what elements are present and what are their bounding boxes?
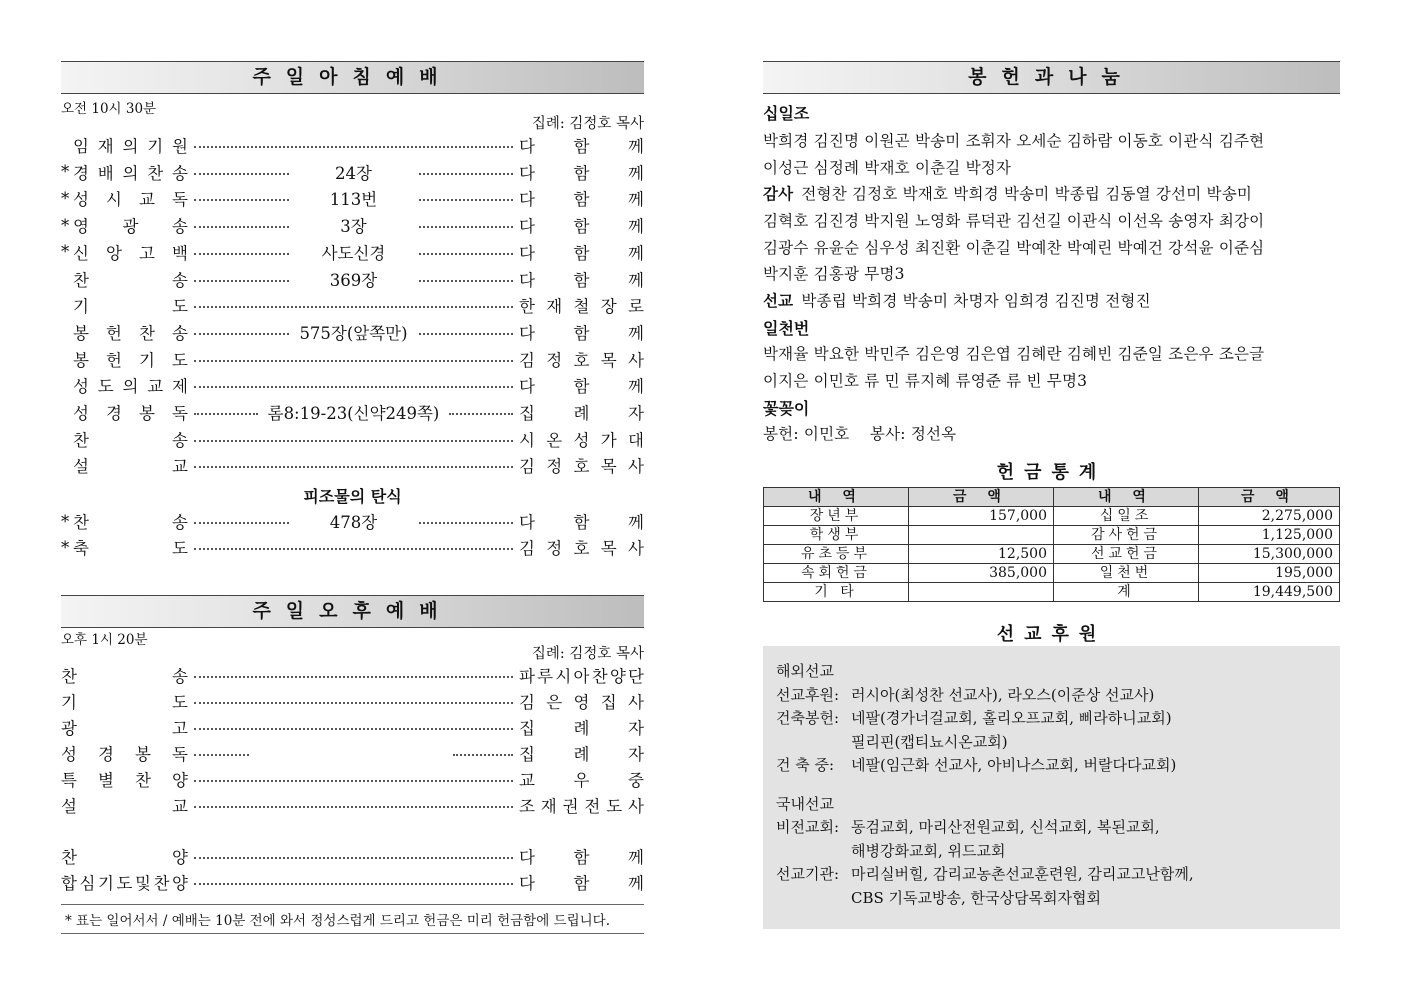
flower-line: 봉헌: 이민호 봉사: 정선옥	[763, 425, 957, 443]
leader-dots	[194, 883, 513, 885]
order-label: 찬 송	[73, 430, 188, 450]
order-label: 임 재 의 기 원	[73, 137, 188, 156]
leader-dots	[194, 280, 289, 282]
order-performer: 김 정 호 목 사	[519, 457, 644, 477]
stat-amount: 19,449,500	[1199, 583, 1340, 602]
leader-dots	[194, 333, 289, 335]
order-performer: 다 함 께	[519, 848, 644, 867]
support-category: 선교후원:	[776, 685, 840, 704]
support-line	[776, 684, 1327, 708]
support-category: 건축봉헌:	[776, 709, 840, 727]
order-label: 합 심 기 도 및 찬 양	[61, 874, 188, 893]
leader-dots	[419, 199, 514, 201]
leader-dots	[453, 754, 513, 756]
support-line: 해병강화교회, 위드교회	[851, 841, 1006, 860]
table-row	[764, 583, 1340, 602]
order-row	[61, 213, 644, 237]
order-detail: 478장	[329, 513, 378, 532]
leader-dots	[194, 702, 513, 704]
stats-title: 헌금통계	[996, 462, 1107, 483]
order-performer: 김 은 영 집 사	[519, 693, 644, 712]
stat-category: 선교헌금	[1054, 545, 1199, 564]
order-row	[61, 535, 644, 559]
afternoon-order-row	[61, 870, 644, 894]
thanks-names: 전형찬 김정호 박재호 박희경 박송미 박종립 김동열 강선미 박송미	[801, 185, 1253, 203]
leader-dots	[419, 226, 514, 228]
thousand-heading: 일천번	[763, 319, 810, 338]
order-label: 봉 헌 찬 송	[73, 323, 188, 343]
leader-dots	[449, 413, 513, 415]
order-row	[61, 160, 644, 184]
leader-dots	[419, 522, 514, 524]
leader-dots	[194, 173, 289, 175]
stat-category: 일천번	[1054, 564, 1199, 583]
afternoon-order-row	[61, 663, 644, 687]
support-category: 비전교회:	[776, 818, 840, 836]
mission-offering-names: 박종립 박희경 박송미 차명자 임희경 김진명 전형진	[801, 292, 1151, 310]
order-label: 찬 송	[73, 270, 188, 290]
afternoon-order-row	[61, 844, 644, 868]
order-detail: 113번	[329, 190, 378, 210]
order-performer: 다 함 께	[519, 513, 644, 532]
stat-amount: 15,300,000	[1199, 545, 1340, 564]
col-header: 금 액	[909, 488, 1054, 507]
order-performer: 다 함 께	[519, 270, 644, 290]
standing-marker: *	[61, 162, 70, 182]
morning-leader: 집례: 김정호 목사	[531, 116, 644, 132]
order-row	[61, 347, 644, 371]
mission-offering-line	[763, 289, 1340, 311]
support-recipients: 러시아(최성찬 선교사), 라오스(이준상 선교사)	[851, 685, 1155, 704]
stat-amount: 157,000	[909, 507, 1054, 526]
leader-dots	[194, 728, 513, 730]
leader-dots	[194, 413, 258, 415]
col-header: 내 역	[764, 488, 909, 507]
order-performer: 김 정 호 목 사	[519, 539, 644, 558]
order-performer: 조 재 권 전 도 사	[519, 797, 644, 816]
order-label: 성 경 봉 독	[73, 404, 188, 423]
support-recipients: 네팔(임근화 선교사, 아비나스교회, 버랄다다교회)	[851, 756, 1177, 774]
stat-category: 학생부	[764, 526, 909, 545]
leader-dots	[194, 676, 513, 678]
stat-amount: 12,500	[909, 545, 1054, 564]
stat-amount: 385,000	[909, 564, 1054, 583]
stat-amount	[909, 583, 1054, 602]
tithe-heading: 십일조	[763, 104, 810, 123]
support-title: 선교후원	[996, 624, 1107, 645]
leader-dots	[194, 780, 513, 782]
table-row	[764, 564, 1340, 583]
order-label: 경 배 의 찬 송	[73, 163, 188, 183]
tithe-line-2: 이성근 심정례 박재호 이춘길 박정자	[763, 159, 1012, 177]
order-row	[61, 293, 644, 317]
order-label: 특 별 찬 양	[61, 771, 188, 790]
support-recipients: 마리실버힐, 감리교농촌선교훈련원, 감리교고난함께,	[851, 865, 1194, 883]
order-performer: 다 함 께	[519, 163, 644, 183]
stat-category: 감사헌금	[1054, 526, 1199, 545]
order-performer: 다 함 께	[519, 137, 644, 156]
thousand-line-2: 이지은 이민호 류 민 류지혜 류영준 류 빈 무명3	[763, 372, 1088, 390]
support-group-heading: 국내선교	[776, 794, 834, 813]
stat-amount	[909, 526, 1054, 545]
leader-dots	[194, 806, 513, 808]
afternoon-order-row	[61, 793, 644, 817]
stat-category: 장년부	[764, 507, 909, 526]
afternoon-order-row	[61, 689, 644, 713]
afternoon-order-row	[61, 741, 644, 765]
order-label: 축 도	[73, 539, 188, 558]
support-line	[776, 863, 1327, 887]
order-label: 설 교	[73, 457, 188, 477]
leader-dots	[419, 280, 514, 282]
order-label: 성 경 봉 독	[61, 745, 188, 764]
table-row	[764, 507, 1340, 526]
stat-amount: 2,275,000	[1199, 507, 1340, 526]
table-row	[764, 526, 1340, 545]
order-performer: 집 례 자	[519, 404, 644, 423]
support-recipients: 네팔(경가너걸교회, 홀리오프교회, 삐라하니교회)	[851, 709, 1172, 727]
order-performer: 집 례 자	[519, 745, 644, 764]
sermon-title: 피조물의 탄식	[303, 487, 402, 506]
thanks-line-1	[763, 182, 1340, 204]
stat-amount: 195,000	[1199, 564, 1340, 583]
thanks-line-2: 김혁호 김진경 박지원 노영화 류덕관 김선길 이관식 이선옥 송영자 최강이	[763, 212, 1265, 230]
stat-category: 기 타	[764, 583, 909, 602]
order-detail: 575장(앞쪽만)	[299, 323, 408, 343]
leader-dots	[194, 360, 513, 362]
leader-dots	[419, 253, 514, 255]
afternoon-leader: 집례: 김정호 목사	[531, 646, 644, 662]
order-performer: 집 례 자	[519, 719, 644, 738]
mission-offering-heading: 선교	[763, 291, 794, 310]
order-label: 영 광 송	[73, 217, 188, 237]
leader-dots	[194, 522, 289, 524]
leader-dots	[419, 173, 514, 175]
thanks-heading: 감사	[763, 184, 794, 203]
order-performer: 다 함 께	[519, 217, 644, 237]
support-line	[776, 707, 1327, 731]
order-performer: 교 우 중	[519, 771, 644, 790]
order-row	[61, 400, 644, 424]
thanks-line-3: 김광수 유윤순 심우성 최진환 이춘길 박예찬 박예린 박예건 강석윤 이준심	[763, 239, 1265, 257]
order-label: 신 앙 고 백	[73, 243, 188, 263]
stat-category: 십일조	[1054, 507, 1199, 526]
stat-category: 속회헌금	[764, 564, 909, 583]
stat-category: 계	[1054, 583, 1199, 602]
order-row	[61, 133, 644, 157]
order-row	[61, 320, 644, 344]
leader-dots	[419, 333, 514, 335]
order-performer: 다 함 께	[519, 243, 644, 263]
order-performer: 파 루 시 아 찬 양 단	[519, 667, 644, 686]
leader-dots	[194, 386, 513, 388]
order-label: 설 교	[61, 797, 188, 816]
order-row	[61, 509, 644, 533]
order-row	[61, 186, 644, 210]
order-performer: 김 정 호 목 사	[519, 350, 644, 370]
leader-dots	[194, 440, 513, 442]
standing-marker: *	[61, 188, 70, 208]
leader-dots	[194, 754, 249, 756]
order-performer: 한 재 철 장 로	[519, 297, 644, 317]
morning-service-header: 주일아침예배	[61, 61, 644, 94]
order-label: 찬 송	[61, 667, 188, 686]
order-performer: 다 함 께	[519, 874, 644, 893]
afternoon-time: 오후 1시 20분	[61, 632, 148, 648]
order-detail: 롬8:19-23(신약249쪽)	[267, 404, 440, 423]
order-label: 봉 헌 기 도	[73, 350, 188, 370]
thanks-line-4: 박지훈 김홍광 무명3	[763, 265, 905, 283]
order-performer: 시 온 성 가 대	[519, 430, 644, 450]
order-detail: 사도신경	[321, 243, 386, 263]
order-performer: 다 함 께	[519, 377, 644, 397]
col-header: 금 액	[1199, 488, 1340, 507]
order-row	[61, 267, 644, 291]
order-performer: 다 함 께	[519, 190, 644, 210]
thousand-line-1: 박재율 박요한 박민주 김은영 김은엽 김혜란 김혜빈 김준일 조은우 조은글	[763, 345, 1265, 363]
order-row	[61, 373, 644, 397]
footnote: * 표는 일어서서 / 예배는 10분 전에 와서 정성스럽게 드리고 헌금은 미리 헌금함에 드립니다.	[61, 904, 644, 934]
support-group-heading: 해외선교	[776, 662, 834, 680]
leader-dots	[194, 857, 513, 859]
leader-dots	[194, 226, 289, 228]
morning-time: 오전 10시 30분	[61, 101, 157, 117]
stat-amount: 1,125,000	[1199, 526, 1340, 545]
order-label: 성 시 교 독	[73, 190, 188, 210]
support-category: 선교기관:	[776, 865, 840, 883]
order-row	[61, 453, 644, 477]
order-label: 기 도	[61, 693, 188, 712]
standing-marker: *	[61, 537, 70, 557]
leader-dots	[194, 548, 513, 550]
support-line	[776, 816, 1327, 840]
order-detail: 369장	[329, 270, 378, 290]
order-detail: 3장	[340, 217, 367, 237]
mission-support-box	[763, 646, 1340, 929]
stat-category: 유초등부	[764, 545, 909, 564]
offering-stats-table	[763, 487, 1340, 602]
order-label: 찬 송	[73, 513, 188, 532]
order-detail: 24장	[335, 163, 372, 183]
support-line: 필리핀(캡티뇨시온교회)	[851, 732, 1008, 751]
support-line	[776, 754, 1327, 778]
afternoon-service-header: 주일오후예배	[61, 595, 644, 628]
col-header: 내 역	[1054, 488, 1199, 507]
order-label: 찬 양	[61, 848, 188, 867]
leader-dots	[194, 253, 289, 255]
order-label: 기 도	[73, 297, 188, 317]
support-line: CBS 기독교방송, 한국상담목회자협회	[851, 888, 1101, 907]
standing-marker: *	[61, 242, 70, 262]
order-row	[61, 240, 644, 264]
spacer	[776, 778, 1327, 793]
leader-dots	[194, 306, 513, 308]
order-row	[61, 427, 644, 451]
afternoon-order-row	[61, 767, 644, 791]
order-label: 광 고	[61, 719, 188, 738]
order-label: 성 도 의 교 제	[73, 377, 188, 397]
offering-header: 봉헌과나눔	[763, 61, 1340, 94]
leader-dots	[194, 199, 289, 201]
afternoon-order-row	[61, 715, 644, 739]
support-recipients: 동검교회, 마리산전원교회, 신석교회, 복된교회,	[851, 818, 1160, 836]
tithe-line-1: 박희경 김진명 이원곤 박송미 조휘자 오세순 김하람 이동호 이관식 김주현	[763, 132, 1265, 150]
order-performer: 다 함 께	[519, 323, 644, 343]
flower-heading: 꽃꽂이	[763, 399, 810, 418]
leader-dots	[194, 466, 513, 468]
standing-marker: *	[61, 511, 70, 531]
support-category: 건 축 중:	[776, 756, 835, 774]
leader-dots	[194, 146, 513, 148]
table-row	[764, 545, 1340, 564]
standing-marker: *	[61, 215, 70, 235]
